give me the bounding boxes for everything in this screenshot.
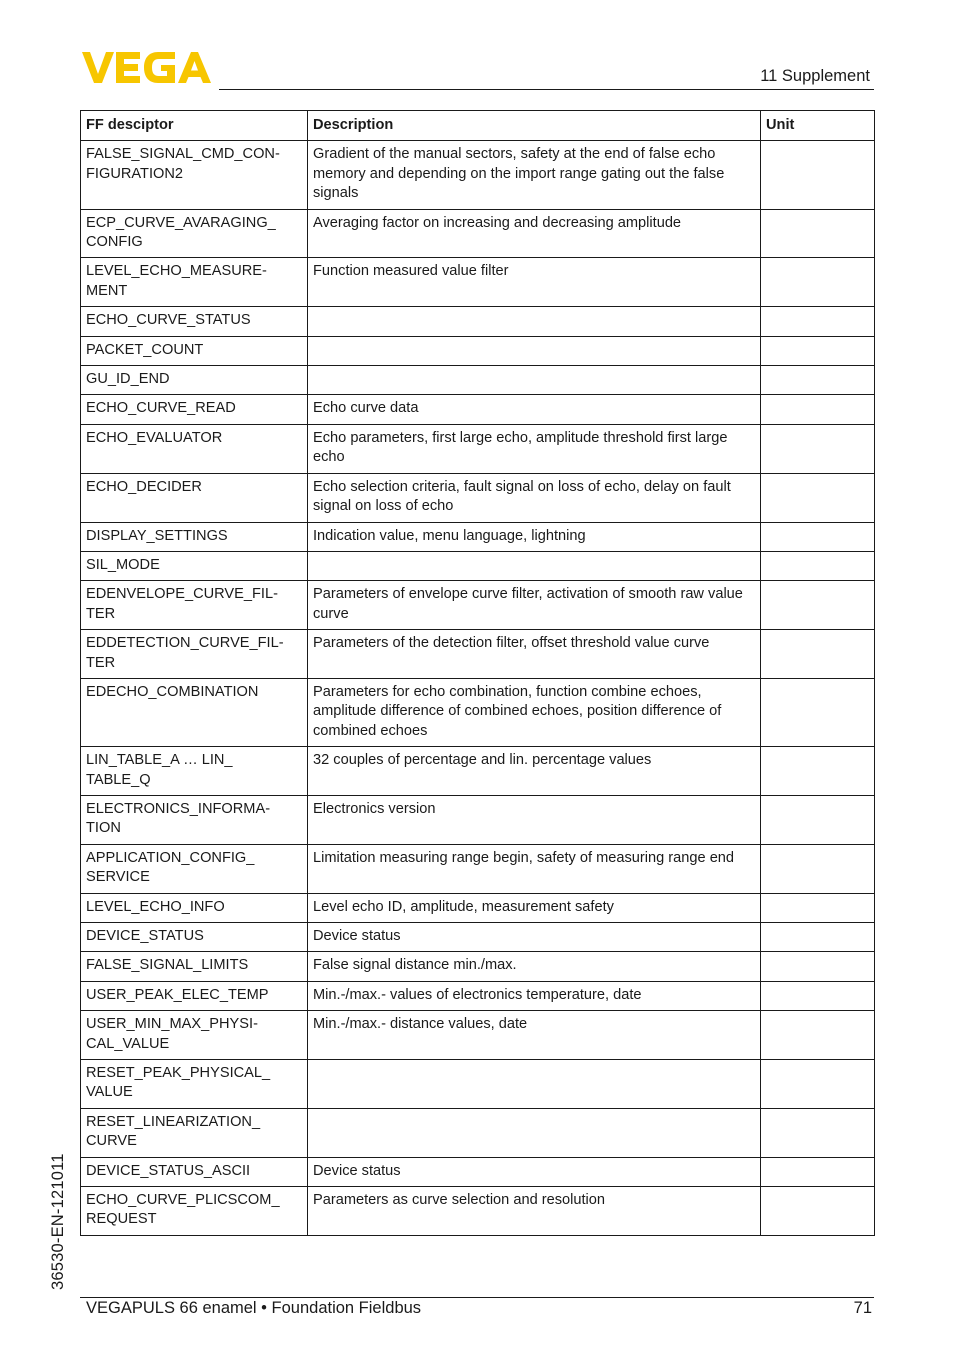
unit-cell bbox=[761, 473, 875, 522]
header-rule bbox=[219, 89, 874, 90]
ff-descriptor-cell bbox=[81, 581, 308, 630]
unit-cell bbox=[761, 581, 875, 630]
unit-cell bbox=[761, 522, 875, 551]
unit-cell bbox=[761, 844, 875, 893]
description-cell: Limitation measuring range begin, safety of measuring range end bbox=[308, 844, 761, 893]
ff-descriptor-cell bbox=[81, 395, 308, 424]
unit-cell bbox=[761, 551, 875, 580]
unit-cell bbox=[761, 1060, 875, 1109]
description-cell: Electronics version bbox=[308, 795, 761, 844]
table-row bbox=[81, 522, 875, 551]
page-number: 71 bbox=[853, 1299, 872, 1317]
ff-descriptor-line: RESET_PEAK_PHYSICAL_ bbox=[86, 1065, 271, 1082]
ff-descriptor-cell bbox=[81, 1187, 308, 1236]
table-row bbox=[81, 1157, 875, 1186]
unit-cell bbox=[761, 1157, 875, 1186]
ff-descriptor-line: RESET_LINEARIZATION_ bbox=[86, 1113, 261, 1130]
ff-descriptor-line: LEVEL_ECHO_MEASURE- bbox=[86, 263, 267, 280]
ff-descriptor-cell bbox=[81, 795, 308, 844]
unit-cell bbox=[761, 307, 875, 336]
table-row bbox=[81, 678, 875, 746]
ff-descriptor-line: MENT bbox=[86, 282, 128, 299]
ff-descriptor-line: VALUE bbox=[86, 1084, 133, 1101]
ff-descriptor-cell bbox=[81, 522, 308, 551]
unit-cell bbox=[761, 952, 875, 981]
document-code: 36530-EN-121011 bbox=[49, 1153, 67, 1290]
ff-descriptor-cell bbox=[81, 678, 308, 746]
table-row bbox=[81, 209, 875, 258]
description-cell: 32 couples of percentage and lin. percentage values bbox=[308, 747, 761, 796]
description-cell bbox=[308, 1108, 761, 1157]
table-row bbox=[81, 893, 875, 922]
description-cell: Level echo ID, amplitude, measurement safety bbox=[308, 893, 761, 922]
description-cell: Gradient of the manual sectors, safety at the end of false echo memory and depending on the import range gating out the false signals bbox=[308, 141, 761, 209]
table-row bbox=[81, 336, 875, 365]
ff-descriptor-line: FALSE_SIGNAL_LIMITS bbox=[86, 957, 249, 974]
description-cell bbox=[308, 551, 761, 580]
unit-cell bbox=[761, 1187, 875, 1236]
table-row bbox=[81, 424, 875, 473]
ff-descriptor-line: TABLE_Q bbox=[86, 771, 151, 788]
ff-descriptor-line: ECP_CURVE_AVARAGING_ bbox=[86, 214, 276, 231]
ff-descriptor-table bbox=[80, 110, 875, 1236]
ff-descriptor-line: CONFIG bbox=[86, 234, 143, 251]
section-title: 11 Supplement bbox=[760, 67, 870, 85]
unit-cell bbox=[761, 424, 875, 473]
ff-descriptor-line: ELECTRONICS_INFORMA- bbox=[86, 800, 271, 817]
ff-descriptor-line: ECHO_CURVE_STATUS bbox=[86, 312, 251, 329]
ff-descriptor-line: TION bbox=[86, 820, 121, 837]
table-body bbox=[81, 141, 875, 1235]
description-cell: Echo parameters, first large echo, amplitude threshold first large echo bbox=[308, 424, 761, 473]
description-cell bbox=[308, 307, 761, 336]
description-cell: Indication value, menu language, lightning bbox=[308, 522, 761, 551]
column-header-unit: Unit bbox=[761, 111, 875, 141]
ff-descriptor-line: CAL_VALUE bbox=[86, 1035, 170, 1052]
table-row bbox=[81, 1011, 875, 1060]
table-row bbox=[81, 795, 875, 844]
unit-cell bbox=[761, 795, 875, 844]
unit-cell bbox=[761, 395, 875, 424]
table-row bbox=[81, 141, 875, 209]
description-cell: Min.-/max.- values of electronics temperature, date bbox=[308, 981, 761, 1010]
footer-product-title: VEGAPULS 66 enamel • Foundation Fieldbus bbox=[86, 1299, 422, 1317]
ff-descriptor-cell bbox=[81, 473, 308, 522]
ff-descriptor-line: ECHO_CURVE_PLICSCOM_ bbox=[86, 1192, 280, 1209]
description-cell: Min.-/max.- distance values, date bbox=[308, 1011, 761, 1060]
table-row bbox=[81, 981, 875, 1010]
unit-cell bbox=[761, 893, 875, 922]
description-cell: Function measured value filter bbox=[308, 258, 761, 307]
table-header-row bbox=[81, 111, 875, 141]
description-cell bbox=[308, 336, 761, 365]
unit-cell bbox=[761, 923, 875, 952]
ff-descriptor-cell bbox=[81, 424, 308, 473]
ff-descriptor-cell bbox=[81, 551, 308, 580]
footer-rule bbox=[80, 1297, 874, 1298]
ff-descriptor-line: FALSE_SIGNAL_CMD_CON- bbox=[86, 146, 280, 163]
ff-descriptor-line: ECHO_CURVE_READ bbox=[86, 400, 236, 417]
unit-cell bbox=[761, 747, 875, 796]
ff-descriptor-line: DEVICE_STATUS_ASCII bbox=[86, 1162, 251, 1179]
description-cell: Averaging factor on increasing and decreasing amplitude bbox=[308, 209, 761, 258]
unit-cell bbox=[761, 141, 875, 209]
ff-descriptor-line: TER bbox=[86, 605, 116, 622]
ff-descriptor-line: DEVICE_STATUS bbox=[86, 928, 204, 944]
table-row bbox=[81, 952, 875, 981]
unit-cell bbox=[761, 336, 875, 365]
vega-logo bbox=[82, 52, 212, 84]
ff-descriptor-cell bbox=[81, 336, 308, 365]
description-cell: Device status bbox=[308, 1157, 761, 1186]
ff-descriptor-line: SERVICE bbox=[86, 869, 150, 886]
ff-descriptor-line: CURVE bbox=[86, 1133, 137, 1150]
unit-cell bbox=[761, 366, 875, 395]
table-row bbox=[81, 258, 875, 307]
ff-descriptor-line: EDECHO_COMBINATION bbox=[86, 683, 259, 700]
ff-descriptor-cell bbox=[81, 209, 308, 258]
ff-descriptor-line: GU_ID_END bbox=[86, 371, 170, 388]
ff-descriptor-line: LEVEL_ECHO_INFO bbox=[86, 898, 225, 915]
ff-descriptor-line: APPLICATION_CONFIG_ bbox=[86, 849, 255, 866]
description-cell: Parameters of the detection filter, offset threshold value curve bbox=[308, 630, 761, 679]
ff-descriptor-line: EDENVELOPE_CURVE_FIL- bbox=[86, 586, 278, 603]
ff-descriptor-line: DISPLAY_SETTINGS bbox=[86, 527, 228, 544]
ff-descriptor-cell bbox=[81, 1060, 308, 1109]
ff-descriptor-line: SIL_MODE bbox=[86, 556, 160, 573]
ff-descriptor-line: ECHO_DECIDER bbox=[86, 478, 202, 495]
description-cell: Parameters of envelope curve filter, activation of smooth raw value curve bbox=[308, 581, 761, 630]
ff-descriptor-line: PACKET_COUNT bbox=[86, 341, 204, 358]
ff-descriptor-line: USER_MIN_MAX_PHYSI- bbox=[86, 1016, 258, 1033]
ff-descriptor-cell bbox=[81, 630, 308, 679]
table-row bbox=[81, 581, 875, 630]
ff-descriptor-cell bbox=[81, 258, 308, 307]
description-cell: Echo curve data bbox=[308, 395, 761, 424]
ff-descriptor-line: TER bbox=[86, 654, 116, 671]
ff-descriptor-cell bbox=[81, 307, 308, 336]
table-row bbox=[81, 923, 875, 952]
ff-descriptor-cell bbox=[81, 747, 308, 796]
table-row bbox=[81, 747, 875, 796]
table-row bbox=[81, 551, 875, 580]
ff-descriptor-line: REQUEST bbox=[86, 1211, 157, 1228]
table-row bbox=[81, 1108, 875, 1157]
ff-descriptor-cell bbox=[81, 923, 308, 952]
description-cell: Parameters for echo combination, function combine echoes, amplitude difference of combined echoes, position difference of combined echoes bbox=[308, 678, 761, 746]
table-row bbox=[81, 1060, 875, 1109]
unit-cell bbox=[761, 678, 875, 746]
table-row bbox=[81, 473, 875, 522]
ff-descriptor-line: USER_PEAK_ELEC_TEMP bbox=[86, 986, 269, 1003]
table-row bbox=[81, 307, 875, 336]
ff-descriptor-cell bbox=[81, 1108, 308, 1157]
ff-descriptor-cell bbox=[81, 1011, 308, 1060]
ff-descriptor-cell bbox=[81, 366, 308, 395]
unit-cell bbox=[761, 630, 875, 679]
ff-descriptor-cell bbox=[81, 893, 308, 922]
column-header-ff-descriptor: FF desciptor bbox=[81, 111, 308, 141]
table-row bbox=[81, 844, 875, 893]
unit-cell bbox=[761, 981, 875, 1010]
column-header-description: Description bbox=[308, 111, 761, 141]
ff-descriptor-cell bbox=[81, 1157, 308, 1186]
ff-descriptor-cell bbox=[81, 844, 308, 893]
table-row bbox=[81, 395, 875, 424]
unit-cell bbox=[761, 1108, 875, 1157]
unit-cell bbox=[761, 1011, 875, 1060]
ff-descriptor-line: EDDETECTION_CURVE_FIL- bbox=[86, 635, 284, 652]
ff-descriptor-cell bbox=[81, 981, 308, 1010]
description-cell bbox=[308, 1060, 761, 1109]
ff-descriptor-line: ECHO_EVALUATOR bbox=[86, 429, 223, 446]
ff-descriptor-cell bbox=[81, 952, 308, 981]
unit-cell bbox=[761, 258, 875, 307]
ff-descriptor-line: FIGURATION2 bbox=[86, 165, 184, 182]
description-cell: Device status bbox=[308, 923, 761, 952]
description-cell bbox=[308, 366, 761, 395]
table-row bbox=[81, 630, 875, 679]
unit-cell bbox=[761, 209, 875, 258]
description-cell: Parameters as curve selection and resolution bbox=[308, 1187, 761, 1236]
ff-descriptor-cell bbox=[81, 141, 308, 209]
description-cell: Echo selection criteria, fault signal on loss of echo, delay on fault signal on loss of echo bbox=[308, 473, 761, 522]
table-row bbox=[81, 366, 875, 395]
ff-descriptor-line: LIN_TABLE_A … LIN_ bbox=[86, 752, 233, 769]
table-row bbox=[81, 1187, 875, 1236]
description-cell: False signal distance min./max. bbox=[308, 952, 761, 981]
